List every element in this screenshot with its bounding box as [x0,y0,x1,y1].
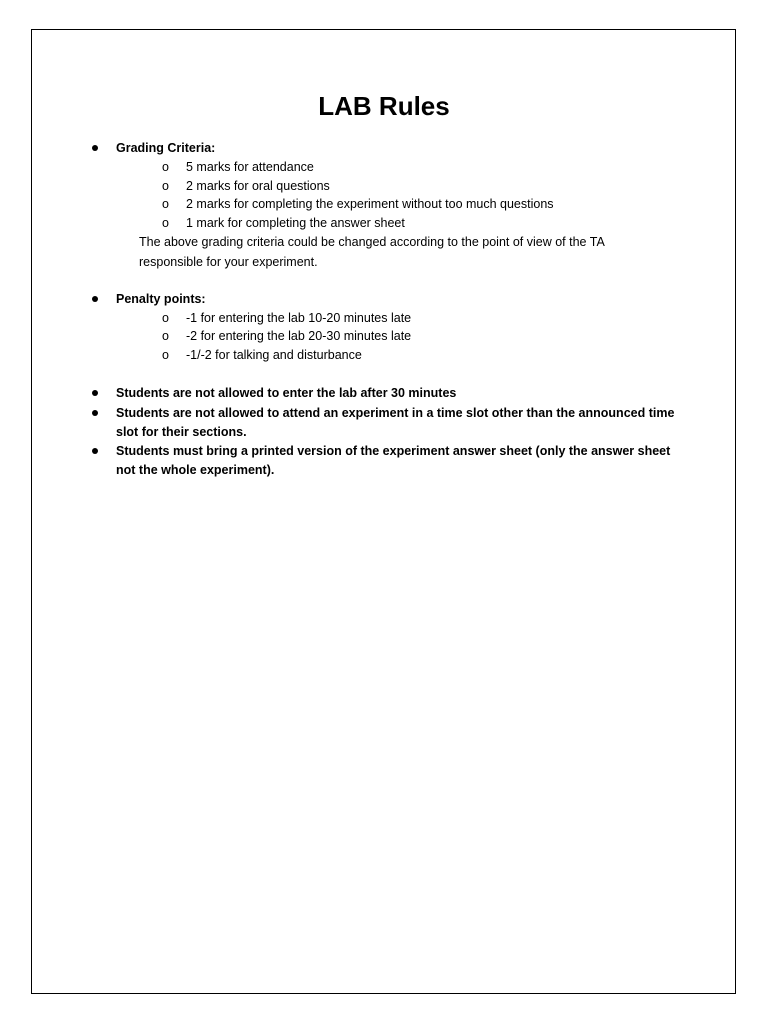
penalty-item: -2 for entering the lab 20-30 minutes late [186,329,412,343]
bullet-icon [92,448,98,454]
grading-note: The above grading criteria could be changed according to the point of view of the TA [139,235,605,249]
rule-text: not the whole experiment). [116,463,275,477]
grading-item: 2 marks for completing the experiment without too much questions [186,197,554,211]
rule-text: Students are not allowed to attend an experiment in a time slot other than the announced time [116,406,675,420]
sub-bullet-icon: o [162,348,169,362]
sub-bullet-icon: o [162,160,169,174]
page-border [31,29,736,994]
grading-note: responsible for your experiment. [139,255,318,269]
grading-item: 5 marks for attendance [186,160,314,174]
penalty-item: -1/-2 for talking and disturbance [186,348,362,362]
rule-text: Students are not allowed to enter the lab after 30 minutes [116,386,457,400]
bullet-icon [92,296,98,302]
grading-heading: Grading Criteria: [116,141,216,155]
sub-bullet-icon: o [162,329,169,343]
bullet-icon [92,390,98,396]
page-title: LAB Rules [318,91,450,121]
penalty-heading: Penalty points: [116,292,206,306]
sub-bullet-icon: o [162,197,169,211]
rule-text: Students must bring a printed version of the experiment answer sheet (only the answer sheet [116,444,671,458]
bullet-icon [92,145,98,151]
sub-bullet-icon: o [162,311,169,325]
sub-bullet-icon: o [162,179,169,193]
rule-text: slot for their sections. [116,425,247,439]
bullet-icon [92,410,98,416]
sub-bullet-icon: o [162,216,169,230]
penalty-item: -1 for entering the lab 10-20 minutes late [186,311,412,325]
grading-item: 2 marks for oral questions [186,179,330,193]
grading-item: 1 mark for completing the answer sheet [186,216,405,230]
